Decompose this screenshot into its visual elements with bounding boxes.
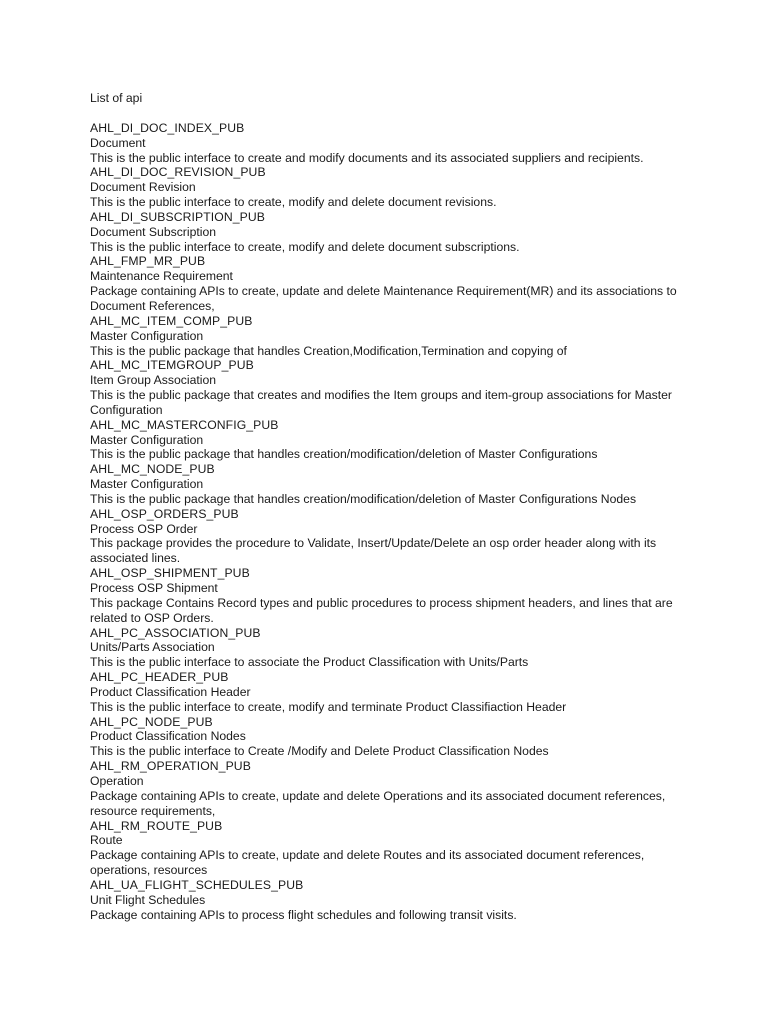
api-entry <box>90 314 690 359</box>
api-category: Master Configuration <box>90 477 204 492</box>
api-name: AHL_RM_ROUTE_PUB <box>90 818 223 833</box>
api-name: AHL_MC_MASTERCONFIG_PUB <box>90 417 279 432</box>
document-page <box>90 91 690 922</box>
api-description: This is the public package that handles creation/modification/deletion of Master Configurations <box>90 447 598 462</box>
api-description: This package provides the procedure to Validate, Insert/Update/Delete an osp order header along with its associated lines. <box>90 536 657 566</box>
api-name: AHL_PC_NODE_PUB <box>90 714 213 729</box>
api-category: Process OSP Order <box>90 521 198 536</box>
api-entry <box>90 759 690 818</box>
api-entry <box>90 626 690 671</box>
api-category: Process OSP Shipment <box>90 581 218 595</box>
api-category: Document Revision <box>90 180 196 195</box>
api-category: Operation <box>90 773 144 788</box>
api-list <box>90 121 690 923</box>
api-description: This package Contains Record types and public procedures to process shipment headers, and lines that are related to OSP Orders. <box>90 595 673 625</box>
api-category: Product Classification Nodes <box>90 729 246 744</box>
api-category: Unit Flight Schedules <box>90 892 206 907</box>
api-name: AHL_MC_NODE_PUB <box>90 462 215 477</box>
api-entry <box>90 418 690 463</box>
api-entry <box>90 878 690 923</box>
document-title: List of api <box>90 91 143 105</box>
api-name: AHL_MC_ITEMGROUP_PUB <box>90 358 254 373</box>
api-entry <box>90 670 690 715</box>
api-entry <box>90 254 690 313</box>
api-name: AHL_PC_HEADER_PUB <box>90 670 229 685</box>
api-description: This is the public package that handles Creation,Modification,Termination and copying of <box>90 343 567 358</box>
api-name: AHL_DI_DOC_REVISION_PUB <box>90 165 266 180</box>
api-category: Route <box>90 833 123 848</box>
api-name: AHL_DI_DOC_INDEX_PUB <box>90 120 245 135</box>
api-category: Master Configuration <box>90 432 204 447</box>
api-entry <box>90 462 690 507</box>
api-name: AHL_DI_SUBSCRIPTION_PUB <box>90 209 266 224</box>
api-category: Document <box>90 135 146 150</box>
api-entry <box>90 715 690 760</box>
api-category: Document Subscription <box>90 224 216 239</box>
api-entry <box>90 210 690 255</box>
api-category: Product Classification Header <box>90 684 251 699</box>
api-description: This is the public interface to create, modify and delete document revisions. <box>90 195 497 210</box>
api-description: This is the public interface to create, modify and terminate Product Classifiaction Header <box>90 699 567 714</box>
api-description: This is the public package that handles creation/modification/deletion of Master Configurations Nodes <box>90 491 637 506</box>
api-description: This is the public package that creates and modifies the Item groups and item-group associations for Master Configuration <box>90 388 672 417</box>
api-description: Package containing APIs to create, update and delete Maintenance Requirement(MR) and its associations to Document References, <box>90 284 677 313</box>
api-entry <box>90 819 690 878</box>
api-category: Units/Parts Association <box>90 640 215 655</box>
api-description: Package containing APIs to create, update and delete Routes and its associated document references, operations, resources <box>90 848 645 878</box>
api-name: AHL_OSP_ORDERS_PUB <box>90 506 239 521</box>
api-name: AHL_FMP_MR_PUB <box>90 254 206 269</box>
api-name: AHL_MC_ITEM_COMP_PUB <box>90 313 253 328</box>
api-description: This is the public interface to Create /Modify and Delete Product Classification Nodes <box>90 744 549 759</box>
api-entry <box>90 507 690 566</box>
api-entry <box>90 165 690 210</box>
api-name: AHL_UA_FLIGHT_SCHEDULES_PUB <box>90 877 304 892</box>
api-description: Package containing APIs to process flight schedules and following transit visits. <box>90 907 517 922</box>
api-description: Package containing APIs to create, update and delete Operations and its associated document references, resource requirements, <box>90 788 666 818</box>
api-category: Master Configuration <box>90 328 204 343</box>
api-entry <box>90 358 690 417</box>
api-category: Maintenance Requirement <box>90 269 233 284</box>
api-name: AHL_RM_OPERATION_PUB <box>90 759 251 774</box>
api-description: This is the public interface to create and modify documents and its associated suppliers and recipients. <box>90 150 644 165</box>
api-name: AHL_PC_ASSOCIATION_PUB <box>90 625 261 640</box>
api-category: Item Group Association <box>90 373 216 388</box>
api-name: AHL_OSP_SHIPMENT_PUB <box>90 566 250 581</box>
api-description: This is the public interface to create, modify and delete document subscriptions. <box>90 239 520 254</box>
api-description: This is the public interface to associate the Product Classification with Units/Parts <box>90 655 529 670</box>
api-entry <box>90 566 690 625</box>
api-entry <box>90 121 690 166</box>
